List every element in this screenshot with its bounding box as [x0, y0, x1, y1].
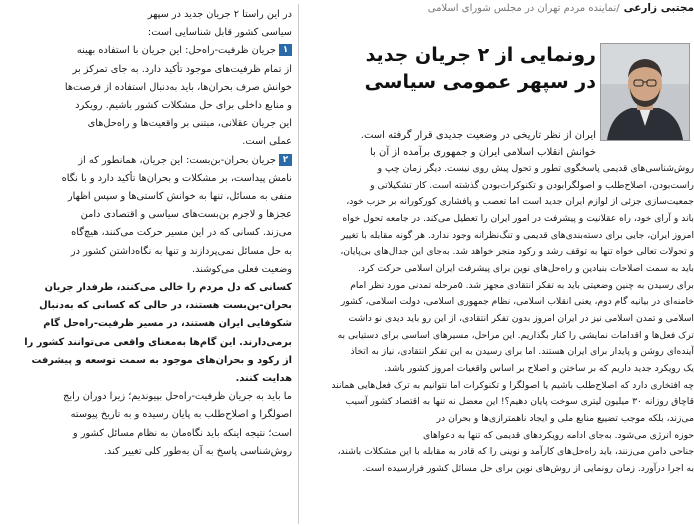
text-line: چه افتخاری دارد که اصلاح‌طلب باشیم یا اصولگرا و تکنوکرات اما نتوانیم به ترک فعل‌هایی همانند [331, 379, 694, 391]
text-line: و منابع داخلی برای حل مشکلات کشور باشیم. رویکرد [75, 100, 292, 112]
column-divider [298, 4, 299, 524]
text-line: روش‌شناسی‌های قدیمی پاسخگوی تطور و تحول پیش روی نیست. دیگر زمان چپ و [377, 163, 694, 174]
item-number-badge: ۱ [279, 44, 292, 56]
text-line: نامش پیداست، بر مشکلات و بحران‌ها تأکید دارد و با نگاه [61, 172, 292, 184]
text-line: باید به سمت اصلاحات بنیادین و راه‌حل‌های نوین برای پیشرفت ایران اسلامی حرکت کرد. [357, 262, 694, 274]
text-line: شکوفایی ایران هستند، در مسیر ظرفیت-راه‌حل گام [43, 318, 292, 330]
text-line: ما باید به جریان ظرفیت-راه‌حل بپیوندیم؛ زیرا دوران رایج [63, 391, 292, 403]
text-line: خوانش انقلاب اسلامی ایران و جمهوری برآمده از آن با [370, 146, 596, 158]
item-text: جریان ظرفیت-راه‌حل: این جریان با استفاده بهینه [76, 45, 276, 57]
text-line: خامنه‌ای در بیانیه گام دوم، یعنی انقلاب اسلامی، نظام جمهوری اسلامی، دولت اسلامی، کشور [340, 296, 694, 308]
headline [364, 42, 596, 96]
text-line: به حل مسائل نمی‌پردازند و تنها به نگاه‌داشتن کشور در [70, 245, 292, 257]
text-line: یک رویکرد جدید داریم که بر ساختن و اصلاح بر اساس واقعیات امروز کشور باشد. [384, 362, 694, 374]
text-line: از رکود و بحران‌های موجود به سمت توسعه و پیشرفت [31, 354, 292, 366]
paragraph-4 [4, 388, 292, 461]
left-column [4, 6, 292, 461]
text-line: به اجرا درآورد. زمان رونمایی از روش‌های نوین برای حل مسائل کشور فرارسیده است. [362, 462, 694, 474]
text-line: حوزه انرژی می‌شود. به‌جای ادامه رویکردهای قدیمی که تنها به دعواهای [422, 429, 694, 441]
headline-line: در سپهر عمومی سیاسی [364, 71, 596, 93]
author-portrait [600, 43, 690, 141]
text-line: کسانی که دل مردم را خالی می‌کنند، طرفدار جریان [44, 282, 292, 294]
text-line: راست‌بودن، اصلاح‌طلب و اصولگرابودن و تکنوکرات‌بودن گذشته است. کار تشکیلاتی و [370, 179, 694, 191]
item-number-badge: ۲ [279, 154, 292, 166]
text-line: جمعیت‌سازی جزئی از لوازم ایران جدید است اما تعصب و پافشاری کورکورانه بر حزب خود، [346, 196, 694, 208]
lead-paragraph [360, 128, 596, 161]
text-line: خوانش صرف بحران‌ها، باید به‌دنبال استفاده از فرصت‌ها [64, 81, 292, 93]
text-line: ایران از نظر تاریخی در وضعیت جدیدی قرار گرفته است. [360, 130, 596, 141]
text-line: سیاسی کشور قابل شناسایی است: [147, 27, 292, 39]
headline-line: رونمایی از ۲ جریان جدید [365, 44, 596, 66]
author-byline [400, 0, 694, 16]
list-item-1 [4, 42, 292, 151]
text-line: هدایت کنند. [235, 373, 292, 385]
author-role: /نماینده مردم تهران در مجلس شورای اسلامی [427, 2, 620, 14]
text-line: است؛ نتیجه اینکه باید نگاه‌مان به نظام مسائل کشور و [72, 427, 292, 439]
text-line: قاچاق روزانه ۳۰ میلیون لیتری سوخت پایان دهیم؟! این معضل نه تنها به اقتصاد کشور آسیب [345, 396, 694, 408]
text-line: اسلامی و تمدن اسلامی نیز در ایران امروز بدون تفکر انتقادی، از این رو باید دیدی نو داشت [348, 312, 694, 324]
text-line [4, 152, 292, 170]
text-line: باند و آرای خود، راه عقلانیت و پیشرفت در امور ایران را تعطیل می‌کند. در جامعه تحول خواه [342, 212, 694, 224]
list-item-2 [4, 152, 292, 279]
text-line: بحران-بن‌بست هستند، در حالی که کسانی که به‌دنبال [39, 300, 292, 312]
text-line: اصولگرا و اصلاح‌طلب به پایان رسیده و به تاریخ پیوسته [70, 409, 292, 421]
text-line: جناحی دامن می‌زنند، باید راه‌حل‌های کارآمد و نوینی را که قادر به مقابله با این مشکلات باشند، [337, 446, 694, 458]
text-line: و تحولات تعالی خواه تنها به توقف رشد و رکود منجر خواهد شد. به‌جای این جدال‌های بی‌پایان، [340, 246, 694, 258]
text-line: روش‌شناسی پاسخ به آن به‌طور کلی تغییر کند. [103, 445, 292, 457]
item-text: جریان بحران-بن‌بست: این جریان، همانطور که از [78, 154, 276, 166]
text-line: در این راستا ۲ جریان جدید در سپهر [147, 9, 292, 20]
text-line: آینده‌ای روشن و پایدار برای ایران هستند. اما برای رسیدن به این تفکر انتقادی، نیاز به اتخاذ [350, 346, 694, 358]
text-line: می‌زند، بلکه موجب تضییع منابع ملی و ایجاد ناهمترازی‌ها و بحران در [436, 412, 694, 424]
text-line: عملی است. [242, 136, 292, 148]
text-line: امروز ایران، جایی برای دسته‌بندی‌های قدیمی و تنگ‌نظرانه وجود ندارد. هر گونه مقابله با تغییر [340, 229, 694, 241]
text-line: می‌زند. کسانی که در این مسیر حرکت می‌کنند، هیچ‌گاه [71, 227, 292, 239]
text-line: وضعیت فعلی می‌کوشند. [192, 263, 292, 275]
text-line: برای رسیدن به چنین وضعیتی باید به تفکر انتقادی مجهز شد. ۵مرحله تمدنی مورد نظر امام [350, 279, 694, 291]
text-line: منفی به مسائل، تنها به خوانش کاستی‌ها و سپس اظهار [67, 191, 292, 203]
author-name: مجتبی زارعی [623, 2, 694, 14]
paragraph-3 [4, 279, 292, 388]
text-line: عجزها و لاجرم بن‌بست‌های سیاسی و اقتصادی دامن [80, 209, 292, 221]
text-line [4, 42, 292, 60]
portrait-image [601, 44, 689, 140]
body-text [331, 161, 694, 477]
text-line: ترک فعل‌ها و اقدامات نمایشی را کنار بگذاریم. این مراحل، مسیرهای اساسی برای دستیابی به [337, 329, 694, 341]
text-line: از تمام ظرفیت‌های موجود تأکید دارد. به جای تمرکز بر [72, 63, 292, 75]
text-line: این جریان عقلانی، مبتنی بر واقعیت‌ها و راه‌حل‌های [87, 118, 292, 130]
text-line: برمی‌دارند. این گام‌ها به‌معنای واقعی می‌توانند کشور را [24, 336, 292, 348]
right-column [331, 18, 694, 527]
